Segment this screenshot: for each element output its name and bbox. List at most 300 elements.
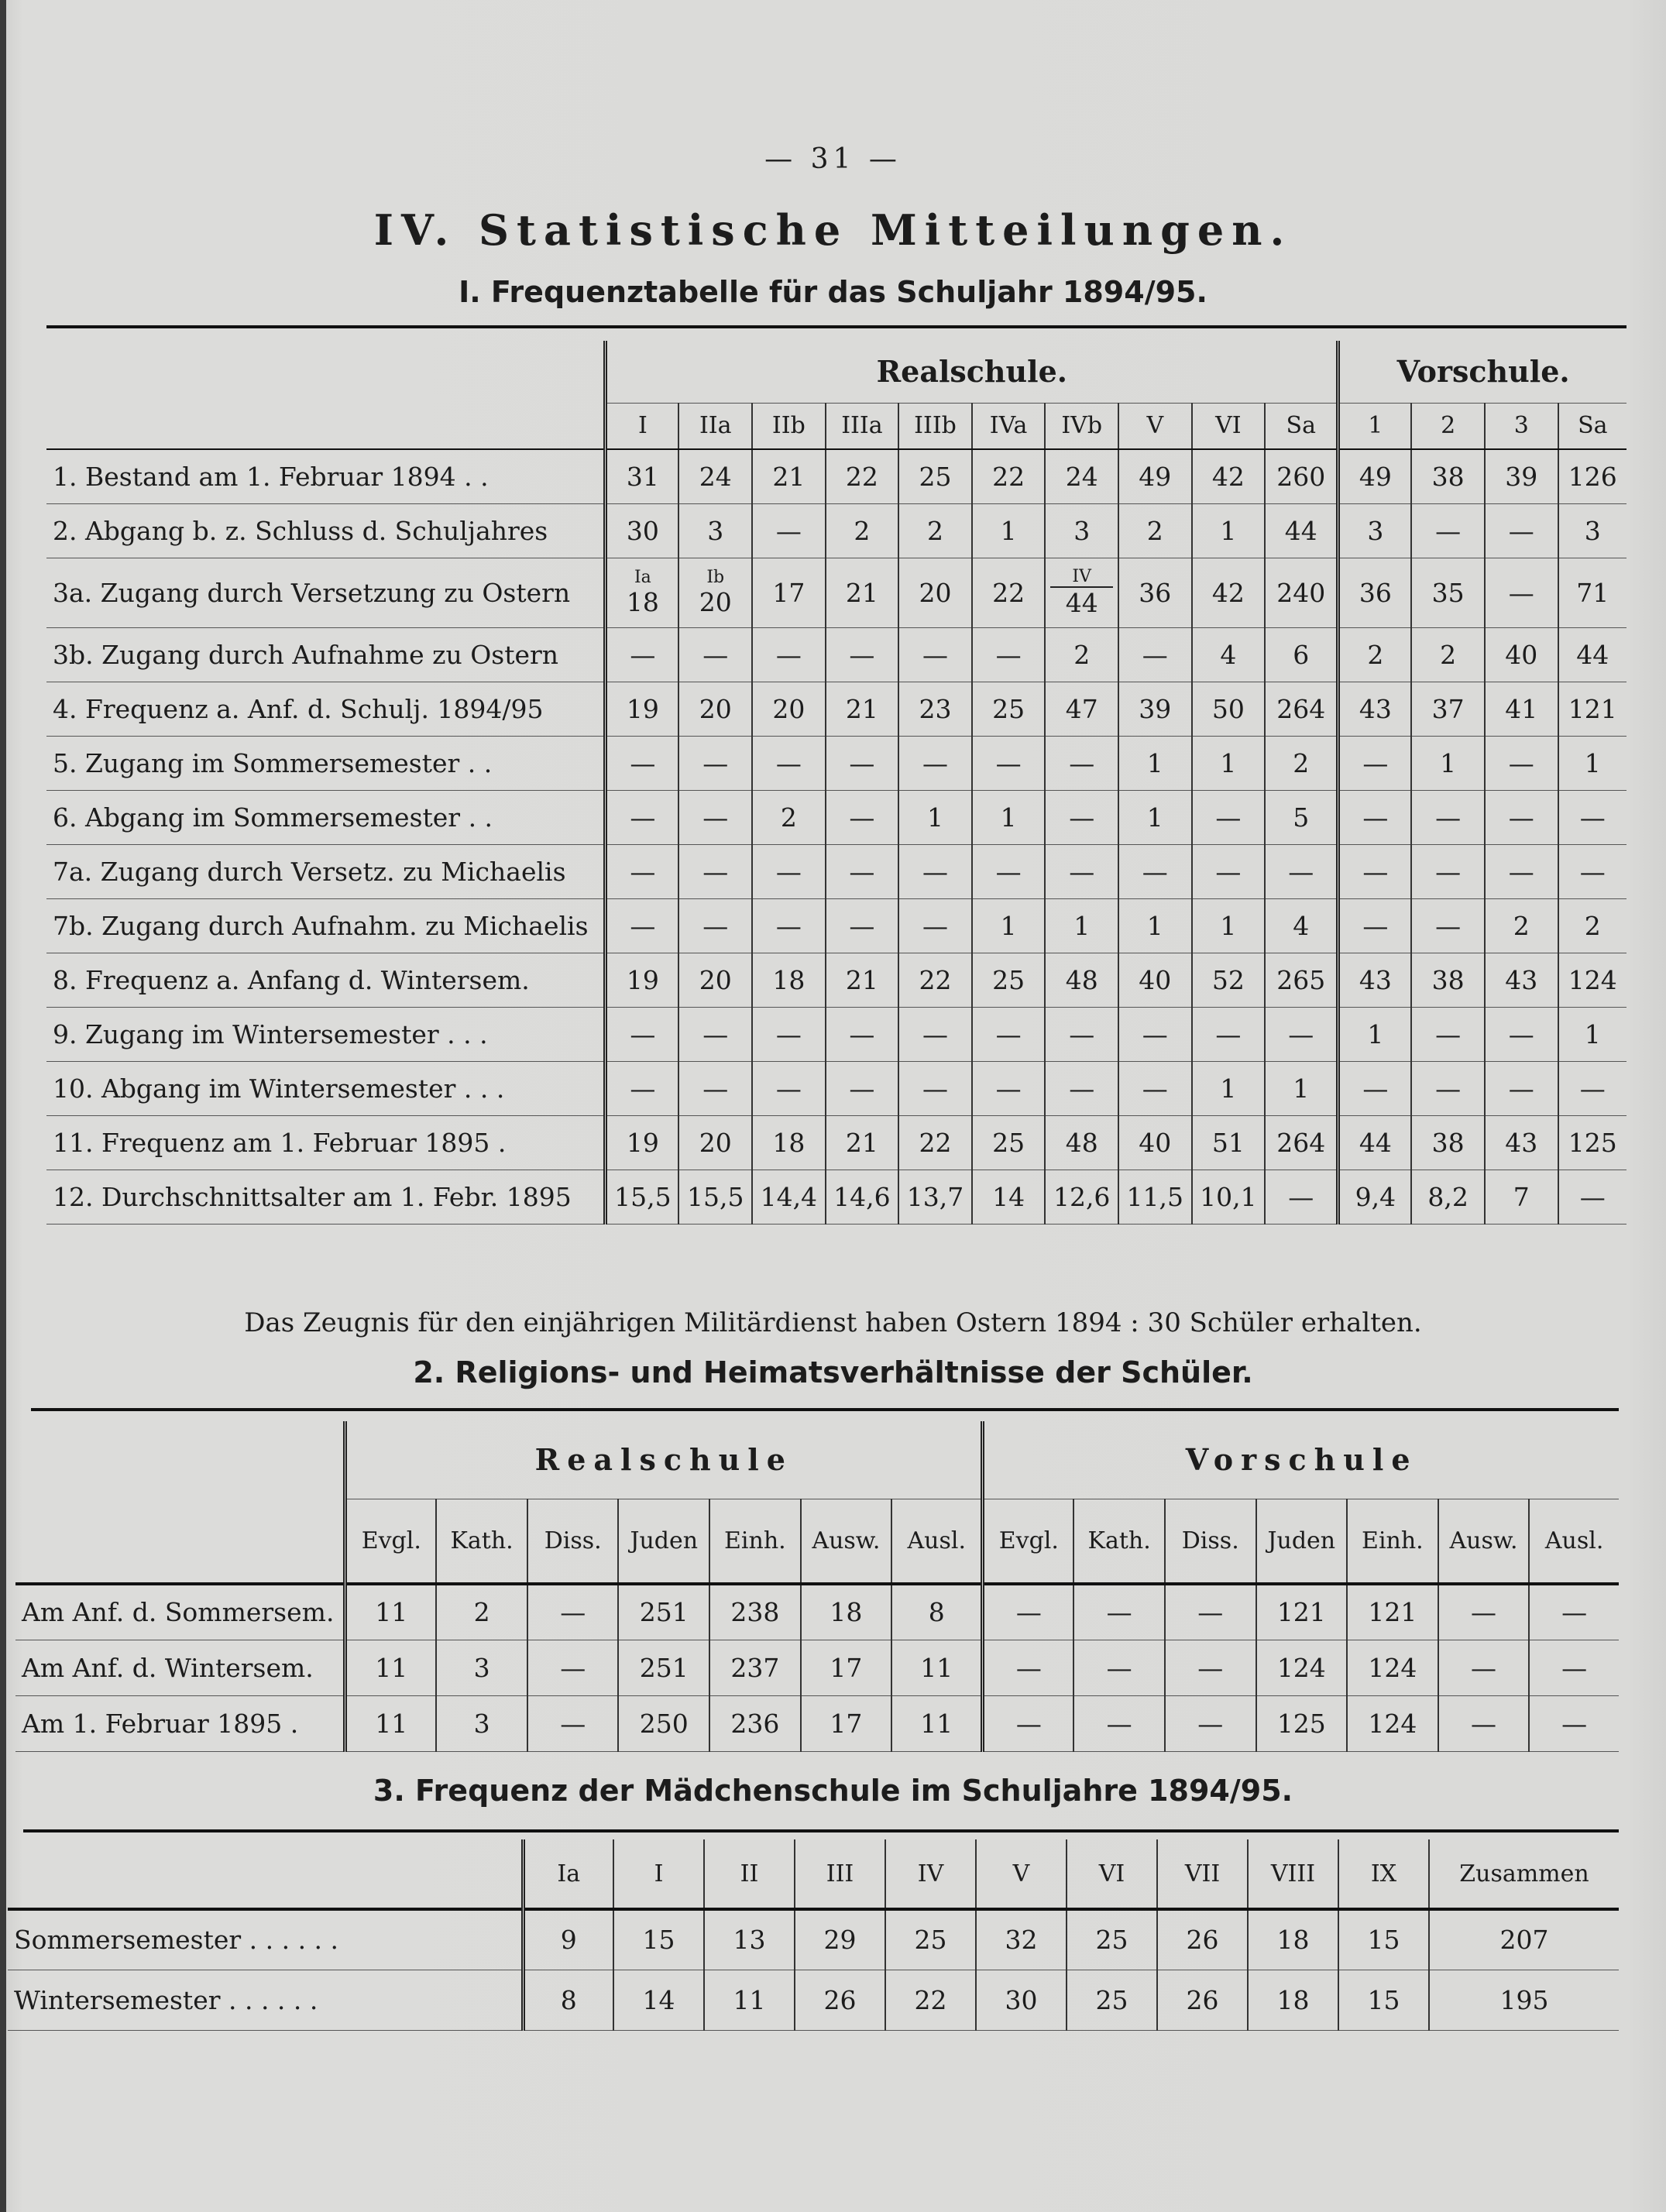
table-cell: 15 xyxy=(1338,1909,1429,1970)
table-cell: 125 xyxy=(1558,1115,1626,1170)
table-cell: 121 xyxy=(1558,682,1626,736)
table-cell: 264 xyxy=(1265,1115,1338,1170)
column-header-vor: 3 xyxy=(1485,403,1558,449)
group-vorschule: Vorschule. xyxy=(1338,341,1626,403)
label-head xyxy=(46,403,606,449)
group-realschule: Realschule. xyxy=(606,341,1338,403)
table-cell: 195 xyxy=(1429,1970,1619,2030)
table-cell: 11 xyxy=(704,1970,795,2030)
table-row xyxy=(15,1640,1619,1695)
table-cell: 49 xyxy=(1338,449,1412,503)
table-cell: — xyxy=(826,627,899,682)
table-row xyxy=(15,1584,1619,1640)
table-cell: 29 xyxy=(795,1909,885,1970)
table-cell: 22 xyxy=(898,1115,972,1170)
table-cell: — xyxy=(1165,1640,1256,1695)
column-header: Ausl. xyxy=(891,1499,983,1584)
table-cell: — xyxy=(1558,844,1626,898)
table-cell: 40 xyxy=(1118,1115,1192,1170)
table-cell: 20 xyxy=(898,558,972,627)
sub-class-label: Ib xyxy=(706,567,725,587)
table-cell: — xyxy=(972,844,1046,898)
table-cell: 8,2 xyxy=(1411,1170,1485,1224)
column-header: Einh. xyxy=(709,1499,801,1584)
column-header: Juden xyxy=(618,1499,709,1584)
table-cell: — xyxy=(1192,790,1266,844)
table-cell: 125 xyxy=(1256,1695,1348,1751)
table-cell: 22 xyxy=(898,953,972,1007)
table-cell: 1 xyxy=(1558,736,1626,790)
table-cell: 21 xyxy=(826,1115,899,1170)
table-cell: 22 xyxy=(885,1970,976,2030)
table-cell: — xyxy=(1118,844,1192,898)
table-cell: 13 xyxy=(704,1909,795,1970)
table-cell: 1 xyxy=(1118,898,1192,953)
table-cell: — xyxy=(606,844,679,898)
table-cell: 3 xyxy=(1045,503,1118,558)
table-cell: 26 xyxy=(1157,1970,1248,2030)
table-cell: 41 xyxy=(1485,682,1558,736)
table-cell: 44 xyxy=(1338,1115,1412,1170)
table-cell: 21 xyxy=(826,558,899,627)
table-cell: 4 xyxy=(1192,627,1266,682)
table-cell: — xyxy=(1265,1007,1338,1061)
table-cell: — xyxy=(972,736,1046,790)
table-cell: 3 xyxy=(1558,503,1626,558)
table-cell: 121 xyxy=(1256,1584,1348,1640)
table-row xyxy=(46,953,1626,1007)
table-cell: 39 xyxy=(1118,682,1192,736)
table-cell: 17 xyxy=(752,558,826,627)
table-cell: 17 xyxy=(801,1640,892,1695)
table-cell: — xyxy=(1411,1061,1485,1115)
table-cell: 2 xyxy=(752,790,826,844)
table-cell: 44 xyxy=(1558,627,1626,682)
table-row xyxy=(46,682,1626,736)
column-header: I xyxy=(613,1839,704,1909)
table-cell: 1 xyxy=(1192,1061,1266,1115)
sub-class-label: Ia xyxy=(634,567,651,587)
row-label: Wintersemester . . . . . . xyxy=(8,1970,523,2030)
table-cell: 126 xyxy=(1558,449,1626,503)
table-cell: 2 xyxy=(898,503,972,558)
table-cell: 19 xyxy=(606,1115,679,1170)
table-row xyxy=(46,627,1626,682)
column-header-real: VI xyxy=(1192,403,1266,449)
column-header-real: I xyxy=(606,403,679,449)
section2-title: 2. Religions- und Heimatsverhältnisse der Schüler. xyxy=(413,1355,1253,1389)
table-cell: 40 xyxy=(1485,627,1558,682)
table-cell: 35 xyxy=(1411,558,1485,627)
table-cell: 25 xyxy=(885,1909,976,1970)
table-cell: 124 xyxy=(1256,1640,1348,1695)
section3-top-rule xyxy=(23,1829,1619,1832)
table-cell: — xyxy=(752,1007,826,1061)
table-cell: — xyxy=(1411,844,1485,898)
table-cell: 47 xyxy=(1045,682,1118,736)
table-cell: 124 xyxy=(1347,1640,1438,1695)
table-cell: — xyxy=(606,898,679,953)
table-cell: 238 xyxy=(709,1584,801,1640)
table-cell: 237 xyxy=(709,1640,801,1695)
table-row xyxy=(46,449,1626,503)
column-header-real: IIb xyxy=(752,403,826,449)
group-vorschule: Vorschule xyxy=(983,1421,1619,1499)
table-cell: — xyxy=(678,736,752,790)
cell-value: 20 xyxy=(699,586,732,617)
row-label: 1. Bestand am 1. Februar 1894 . . xyxy=(46,449,606,503)
table-cell: 9,4 xyxy=(1338,1170,1412,1224)
table-cell: 18 xyxy=(752,1115,826,1170)
column-header: Kath. xyxy=(1073,1499,1165,1584)
table-cell: — xyxy=(752,898,826,953)
column-header: Zusammen xyxy=(1429,1839,1619,1909)
table-cell: 11 xyxy=(345,1584,437,1640)
table-cell: 1 xyxy=(1192,736,1266,790)
table-row xyxy=(46,898,1626,953)
table-cell: 236 xyxy=(709,1695,801,1751)
table-cell: — xyxy=(678,627,752,682)
column-header: III xyxy=(795,1839,885,1909)
table-cell: 25 xyxy=(972,1115,1046,1170)
table-cell: 39 xyxy=(1485,449,1558,503)
frequency-table xyxy=(46,341,1626,1224)
table-cell: — xyxy=(1558,1170,1626,1224)
table-cell: — xyxy=(1485,790,1558,844)
table-cell: — xyxy=(1485,503,1558,558)
row-label: 7b. Zugang durch Aufnahm. zu Michaelis xyxy=(46,898,606,953)
row-label: Am Anf. d. Sommersem. xyxy=(15,1584,345,1640)
corner-cell xyxy=(46,341,606,403)
column-header: VIII xyxy=(1248,1839,1338,1909)
table-row xyxy=(15,1695,1619,1751)
table-cell: 43 xyxy=(1338,682,1412,736)
table-cell: — xyxy=(1338,790,1412,844)
table-cell: 21 xyxy=(826,953,899,1007)
table-cell: 43 xyxy=(1485,953,1558,1007)
table-cell: 15 xyxy=(1338,1970,1429,2030)
column-header-vor: Sa xyxy=(1558,403,1626,449)
table-cell: — xyxy=(1338,844,1412,898)
table-cell: — xyxy=(1338,898,1412,953)
table-cell: 32 xyxy=(976,1909,1067,1970)
table-cell: — xyxy=(1529,1695,1619,1751)
table-cell: 48 xyxy=(1045,1115,1118,1170)
column-header: II xyxy=(704,1839,795,1909)
column-header: Juden xyxy=(1256,1499,1348,1584)
table-cell: 251 xyxy=(618,1584,709,1640)
table-cell: — xyxy=(1411,790,1485,844)
row-label: 8. Frequenz a. Anfang d. Wintersem. xyxy=(46,953,606,1007)
column-header: Diss. xyxy=(527,1499,619,1584)
table-cell: 1 xyxy=(1118,790,1192,844)
table-cell: 24 xyxy=(678,449,752,503)
column-header: Evgl. xyxy=(345,1499,437,1584)
row-label: 3b. Zugang durch Aufnahme zu Ostern xyxy=(46,627,606,682)
table-cell: — xyxy=(606,1061,679,1115)
table-cell: 1 xyxy=(1338,1007,1412,1061)
column-header-real: IVa xyxy=(972,403,1046,449)
table-cell: — xyxy=(1265,844,1338,898)
table-cell: 14,4 xyxy=(752,1170,826,1224)
table-cell: 8 xyxy=(891,1584,983,1640)
column-header: Ausl. xyxy=(1529,1499,1619,1584)
table-cell: 15 xyxy=(613,1909,704,1970)
table-cell: 7 xyxy=(1485,1170,1558,1224)
table-cell: — xyxy=(972,1007,1046,1061)
table-cell: 52 xyxy=(1192,953,1266,1007)
column-header: Einh. xyxy=(1347,1499,1438,1584)
column-header-real: Sa xyxy=(1265,403,1338,449)
table-cell: 42 xyxy=(1192,558,1266,627)
table-row xyxy=(46,1061,1626,1115)
table-cell: 4 xyxy=(1265,898,1338,953)
table-cell: 18 xyxy=(801,1584,892,1640)
table-cell: 12,6 xyxy=(1045,1170,1118,1224)
table-cell: — xyxy=(898,898,972,953)
table-cell: — xyxy=(606,627,679,682)
table-cell: 124 xyxy=(1558,953,1626,1007)
table-cell: 1 xyxy=(1558,1007,1626,1061)
column-header: Kath. xyxy=(436,1499,527,1584)
column-header: Ia xyxy=(523,1839,613,1909)
table-cell: 23 xyxy=(898,682,972,736)
table-cell: — xyxy=(1529,1640,1619,1695)
table-cell: 1 xyxy=(1192,898,1266,953)
table-cell: 1 xyxy=(1045,898,1118,953)
column-header-real: IIa xyxy=(678,403,752,449)
table-cell: — xyxy=(898,627,972,682)
table-cell: — xyxy=(1485,1061,1558,1115)
row-label: Am Anf. d. Wintersem. xyxy=(15,1640,345,1695)
table-row xyxy=(46,1115,1626,1170)
row-label: Sommersemester . . . . . . xyxy=(8,1909,523,1970)
table-cell: 1 xyxy=(898,790,972,844)
table-cell: 14 xyxy=(613,1970,704,2030)
table-cell: 19 xyxy=(606,953,679,1007)
column-header: IV xyxy=(885,1839,976,1909)
table-cell: 30 xyxy=(606,503,679,558)
table-cell: — xyxy=(1192,1007,1266,1061)
table-cell: 25 xyxy=(1067,1909,1157,1970)
row-label: 10. Abgang im Wintersemester . . . xyxy=(46,1061,606,1115)
table-cell: 50 xyxy=(1192,682,1266,736)
table-cell: — xyxy=(1529,1584,1619,1640)
row-label: 6. Abgang im Sommersemester . . xyxy=(46,790,606,844)
table-cell: 1 xyxy=(1118,736,1192,790)
table-cell: — xyxy=(1338,1061,1412,1115)
table-cell: 121 xyxy=(1347,1584,1438,1640)
table-cell: 20 xyxy=(678,682,752,736)
table-cell: — xyxy=(1558,1061,1626,1115)
column-header: IX xyxy=(1338,1839,1429,1909)
table-cell: 25 xyxy=(1067,1970,1157,2030)
table-cell: — xyxy=(1438,1584,1530,1640)
table-row xyxy=(46,1170,1626,1224)
table-cell: 20 xyxy=(752,682,826,736)
table-cell: — xyxy=(1265,1170,1338,1224)
column-header: V xyxy=(976,1839,1067,1909)
table-cell: — xyxy=(1045,1007,1118,1061)
table-cell: — xyxy=(826,1061,899,1115)
table-cell: — xyxy=(898,1007,972,1061)
group-realschule: Realschule xyxy=(345,1421,983,1499)
table-cell: — xyxy=(527,1640,619,1695)
table-cell: — xyxy=(1045,1061,1118,1115)
table-cell: 2 xyxy=(1485,898,1558,953)
table-cell: 5 xyxy=(1265,790,1338,844)
table-cell: 30 xyxy=(976,1970,1067,2030)
table-cell: — xyxy=(898,844,972,898)
table-cell: — xyxy=(678,1061,752,1115)
table-cell: — xyxy=(1485,1007,1558,1061)
page-number: — 31 — xyxy=(764,143,902,175)
table-cell: 2 xyxy=(1265,736,1338,790)
table-cell: 1 xyxy=(1192,503,1266,558)
table-cell: — xyxy=(826,1007,899,1061)
table-cell: 38 xyxy=(1411,449,1485,503)
table-cell: 17 xyxy=(801,1695,892,1751)
table-row xyxy=(8,1909,1619,1970)
table-cell: — xyxy=(606,736,679,790)
table-cell: — xyxy=(826,736,899,790)
table-cell: 48 xyxy=(1045,953,1118,1007)
table-cell: 10,1 xyxy=(1192,1170,1266,1224)
book-spine-edge xyxy=(0,0,6,2212)
table-cell: 2 xyxy=(436,1584,527,1640)
table-cell: — xyxy=(752,627,826,682)
table-cell: — xyxy=(983,1640,1074,1695)
table-cell: 3 xyxy=(678,503,752,558)
table-cell: — xyxy=(606,1007,679,1061)
table-cell: 2 xyxy=(1045,627,1118,682)
table-cell: 6 xyxy=(1265,627,1338,682)
table-cell: — xyxy=(752,844,826,898)
row-label: 4. Frequenz a. Anf. d. Schulj. 1894/95 xyxy=(46,682,606,736)
table-cell: — xyxy=(972,627,1046,682)
table-cell: 240 xyxy=(1265,558,1338,627)
table-cell: 22 xyxy=(972,558,1046,627)
table-cell: — xyxy=(1438,1695,1530,1751)
table-cell: — xyxy=(1438,1640,1530,1695)
column-header-real: IIIb xyxy=(898,403,972,449)
table-cell: 38 xyxy=(1411,953,1485,1007)
table-cell: 25 xyxy=(972,682,1046,736)
table-cell: — xyxy=(527,1584,619,1640)
table-cell: — xyxy=(678,898,752,953)
table-cell: 11 xyxy=(345,1640,437,1695)
table-cell: — xyxy=(983,1584,1074,1640)
table-row xyxy=(8,1970,1619,2030)
table-cell: — xyxy=(1558,790,1626,844)
table-cell: 26 xyxy=(1157,1909,1248,1970)
section1-top-rule xyxy=(46,325,1626,328)
table-cell: 31 xyxy=(606,449,679,503)
table-cell: 19 xyxy=(606,682,679,736)
table-row xyxy=(46,790,1626,844)
table-row xyxy=(46,503,1626,558)
cell-value: 18 xyxy=(626,586,659,617)
table-cell: — xyxy=(898,736,972,790)
table-row xyxy=(46,844,1626,898)
sub-class-label: IV xyxy=(1050,568,1113,588)
table-cell: 3 xyxy=(1338,503,1412,558)
table-cell: 11,5 xyxy=(1118,1170,1192,1224)
table-cell: 18 xyxy=(1248,1909,1338,1970)
table-cell: 15,5 xyxy=(678,1170,752,1224)
row-label: 9. Zugang im Wintersemester . . . xyxy=(46,1007,606,1061)
row-label: 3a. Zugang durch Versetzung zu Ostern xyxy=(46,558,606,627)
table-cell: 22 xyxy=(826,449,899,503)
corner-cell xyxy=(15,1421,345,1499)
table-cell: 26 xyxy=(795,1970,885,2030)
table-cell: — xyxy=(1485,736,1558,790)
column-header: VII xyxy=(1157,1839,1248,1909)
table-cell: 15,5 xyxy=(606,1170,679,1224)
table-cell xyxy=(678,558,752,627)
table-cell: 37 xyxy=(1411,682,1485,736)
table-cell: — xyxy=(678,844,752,898)
table-row xyxy=(46,1007,1626,1061)
table-cell: 1 xyxy=(1411,736,1485,790)
table-cell: 2 xyxy=(1118,503,1192,558)
section2-top-rule xyxy=(31,1408,1619,1411)
table-cell: 13,7 xyxy=(898,1170,972,1224)
table-cell: 44 xyxy=(1265,503,1338,558)
table-cell: 2 xyxy=(826,503,899,558)
table-cell: 20 xyxy=(678,1115,752,1170)
table-cell: — xyxy=(983,1695,1074,1751)
table-cell: 36 xyxy=(1118,558,1192,627)
military-certificate-note: Das Zeugnis für den einjährigen Militärdienst haben Ostern 1894 : 30 Schüler erhalten. xyxy=(244,1307,1422,1338)
table-cell: — xyxy=(1045,844,1118,898)
table-cell: 1 xyxy=(972,790,1046,844)
table-cell: — xyxy=(1192,844,1266,898)
row-label: Am 1. Februar 1895 . xyxy=(15,1695,345,1751)
table-cell: 9 xyxy=(523,1909,613,1970)
table-cell: 43 xyxy=(1338,953,1412,1007)
table-cell: — xyxy=(1411,898,1485,953)
table-cell: 1 xyxy=(1265,1061,1338,1115)
column-header: Ausw. xyxy=(1438,1499,1530,1584)
table-cell xyxy=(606,558,679,627)
table-cell: — xyxy=(527,1695,619,1751)
table-cell: 40 xyxy=(1118,953,1192,1007)
table-cell: 14,6 xyxy=(826,1170,899,1224)
table-cell: 2 xyxy=(1338,627,1412,682)
table-cell: — xyxy=(1411,503,1485,558)
table-cell: 265 xyxy=(1265,953,1338,1007)
label-head xyxy=(8,1839,523,1909)
table-cell: 3 xyxy=(436,1640,527,1695)
column-header-real: IIIa xyxy=(826,403,899,449)
table-cell: 124 xyxy=(1347,1695,1438,1751)
table-cell: — xyxy=(678,790,752,844)
row-label: 7a. Zugang durch Versetz. zu Michaelis xyxy=(46,844,606,898)
row-label: 2. Abgang b. z. Schluss d. Schuljahres xyxy=(46,503,606,558)
table-cell: 71 xyxy=(1558,558,1626,627)
table-cell: — xyxy=(678,1007,752,1061)
table-cell: — xyxy=(752,736,826,790)
religion-table xyxy=(15,1421,1619,1752)
table-cell: — xyxy=(1485,558,1558,627)
table-cell: 8 xyxy=(523,1970,613,2030)
table-cell xyxy=(1045,558,1118,627)
table-cell: — xyxy=(1045,736,1118,790)
column-header: Evgl. xyxy=(983,1499,1074,1584)
table-cell: — xyxy=(1118,627,1192,682)
table-cell: — xyxy=(898,1061,972,1115)
